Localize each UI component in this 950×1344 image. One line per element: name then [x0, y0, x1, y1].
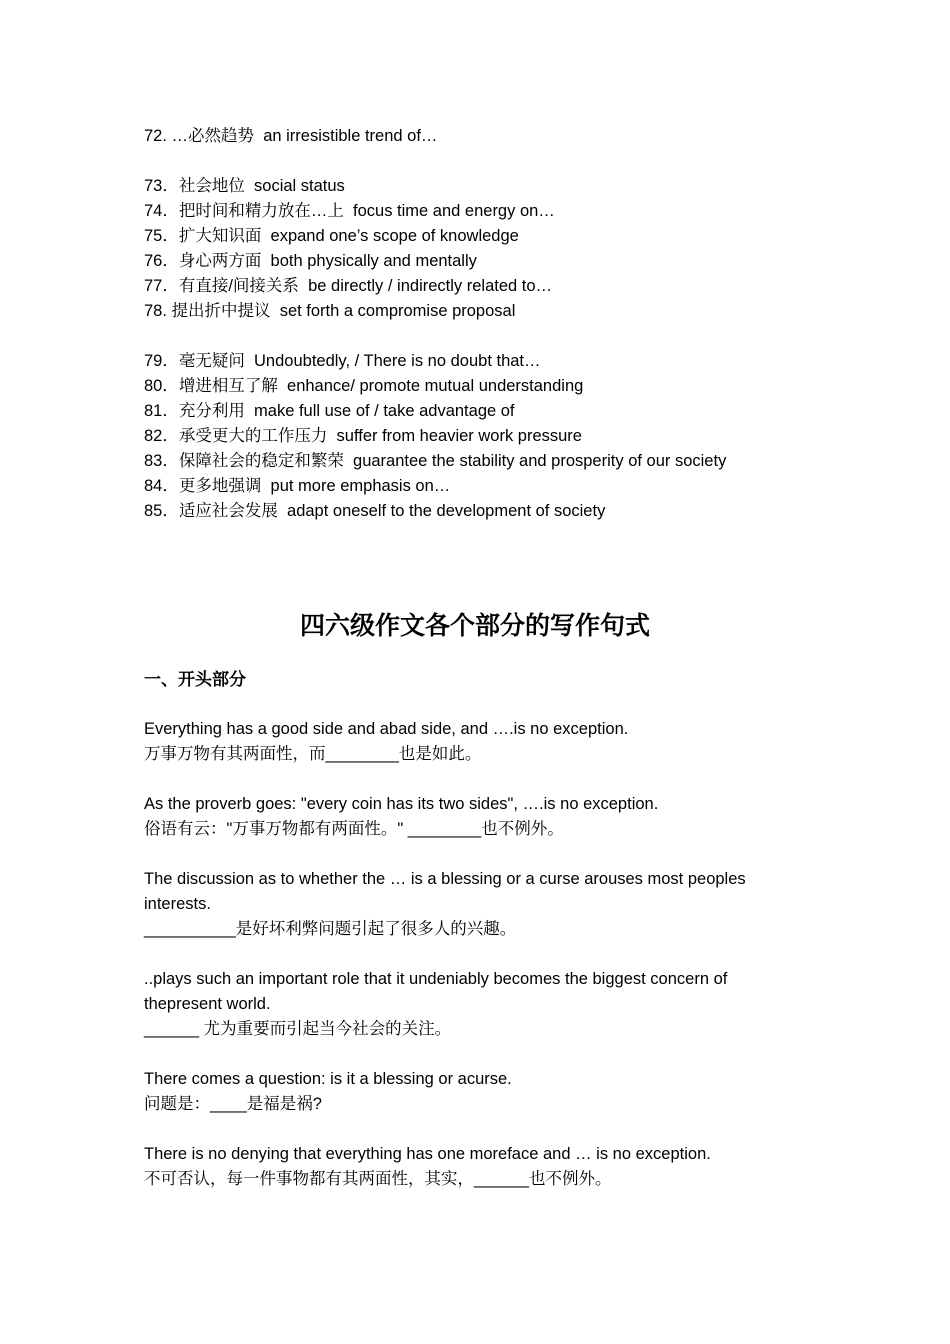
example-en: ..plays such an important role that it undeniably becomes the biggest concern of thepresent world.	[144, 970, 728, 1013]
example-zh: 不可否认，每一件事物都有其两面性，其实，______也不例外。	[144, 1170, 612, 1188]
example-zh: 万事万物有其两面性，而________也是如此。	[144, 745, 482, 763]
example-zh: 问题是：____是福是祸?	[144, 1095, 322, 1113]
spacer	[144, 1042, 804, 1067]
example-zh: ______ 尤为重要而引起当今社会的关注。	[144, 1020, 452, 1038]
vocab-item-81: 81．充分利用 make full use of / take advantage of	[144, 402, 515, 420]
vocab-item-74: 74．把时间和精力放在…上 focus time and energy on…	[144, 202, 555, 220]
example-en: As the proverb goes: "every coin has its two sides", ….is no exception.	[144, 795, 659, 813]
document-content	[144, 124, 804, 1192]
example-zh: __________是好坏利弊问题引起了很多人的兴趣。	[144, 920, 517, 938]
spacer	[144, 324, 804, 349]
example-en: There is no denying that everything has one moreface and … is no exception.	[144, 1145, 711, 1163]
spacer	[144, 149, 804, 174]
vocab-item-77: 77．有直接/间接关系 be directly / indirectly related to…	[144, 277, 553, 295]
vocab-item-72: 72. …必然趋势 an irresistible trend of…	[144, 127, 438, 145]
spacer	[144, 767, 804, 792]
vocab-item-75: 75．扩大知识面 expand one’s scope of knowledge	[144, 227, 519, 245]
section-heading: 一、开头部分	[144, 670, 246, 690]
vocab-item-79: 79．毫无疑问 Undoubtedly, / There is no doubt that…	[144, 352, 541, 370]
vocab-item-84: 84．更多地强调 put more emphasis on…	[144, 477, 451, 495]
vocab-item-85: 85．适应社会发展 adapt oneself to the development of society	[144, 502, 606, 520]
vocab-item-76: 76．身心两方面 both physically and mentally	[144, 252, 477, 270]
example-en: There comes a question: is it a blessing or acurse.	[144, 1070, 512, 1088]
vocab-item-73: 73．社会地位 social status	[144, 177, 345, 195]
spacer	[144, 942, 804, 967]
example-zh: 俗语有云："万事万物都有两面性。" ________也不例外。	[144, 820, 564, 838]
page-title: 四六级作文各个部分的写作句式	[299, 611, 650, 640]
vocab-item-82: 82．承受更大的工作压力 suffer from heavier work pressure	[144, 427, 582, 445]
spacer	[144, 1117, 804, 1142]
example-en: Everything has a good side and abad side, and ….is no exception.	[144, 720, 629, 738]
vocab-item-80: 80．增进相互了解 enhance/ promote mutual understanding	[144, 377, 584, 395]
vocab-item-78: 78. 提出折中提议 set forth a compromise proposal	[144, 302, 516, 320]
example-en: The discussion as to whether the … is a blessing or a curse arouses most peoples interests.	[144, 870, 746, 913]
spacer	[144, 842, 804, 867]
vocab-item-83: 83．保障社会的稳定和繁荣 guarantee the stability and prosperity of our society	[144, 452, 727, 470]
spacer	[144, 524, 804, 600]
spacer	[144, 693, 804, 717]
